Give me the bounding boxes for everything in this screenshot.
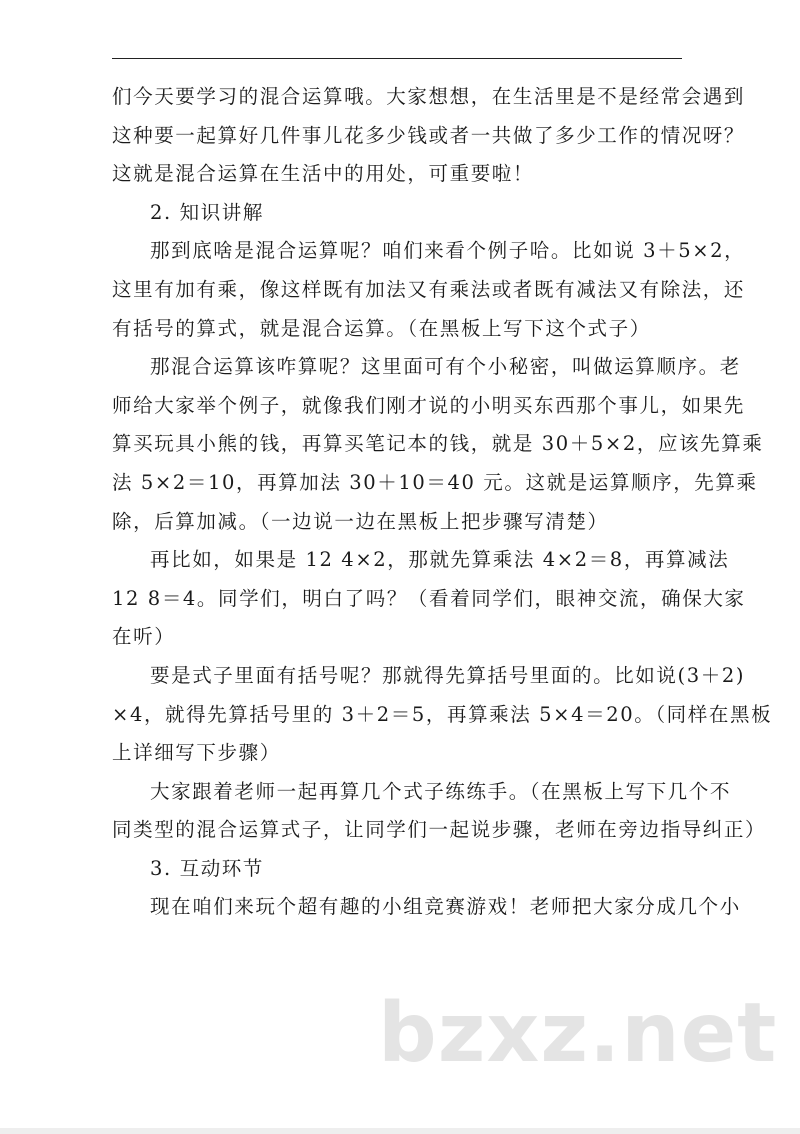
text-line: 这就是混合运算在生活中的用处，可重要啦！ — [112, 162, 535, 186]
text-line: 有括号的算式，就是混合运算。（在黑板上写下这个式子） — [112, 316, 651, 340]
watermark: bzxz.net — [378, 986, 778, 1081]
header-rule — [112, 58, 682, 59]
section-heading: 3. 互动环节 — [150, 856, 265, 880]
text-line: 师给大家举个例子，就像我们刚才说的小明买东西那个事儿，如果先 — [112, 393, 746, 417]
text-line: 这里有加有乘，像这样既有加法又有乘法或者既有减法又有除法，还 — [112, 277, 746, 301]
text-line: 现在咱们来玩个超有趣的小组竞赛游戏！老师把大家分成几个小 — [150, 895, 741, 919]
text-line: 法 5×2＝10，再算加法 30＋10＝40 元。这就是运算顺序，先算乘 — [112, 470, 758, 494]
section-heading: 2. 知识讲解 — [150, 200, 265, 224]
text-line: ×4，就得先算括号里的 3＋2＝5，再算乘法 5×4＝20。（同样在黑板 — [112, 702, 773, 726]
text-line: 算买玩具小熊的钱，再算买笔记本的钱，就是 30＋5×2，应该先算乘 — [112, 432, 764, 456]
text-line: 上详细写下步骤） — [112, 741, 281, 765]
text-line: 再比如，如果是 12 4×2，那就先算乘法 4×2＝8，再算减法 — [150, 548, 730, 572]
text-line: 12 8＝4。同学们，明白了吗？（看着同学们，眼神交流，确保大家 — [112, 586, 746, 610]
text-line: 那混合运算该咋算呢？这里面可有个小秘密，叫做运算顺序。老 — [150, 355, 741, 379]
text-line: 这种要一起算好几件事儿花多少钱或者一共做了多少工作的情况呀？ — [112, 123, 746, 147]
text-line: 大家跟着老师一起再算几个式子练练手。（在黑板上写下几个不 — [150, 779, 732, 803]
text-line: 那到底啥是混合运算呢？咱们来看个例子哈。比如说 3＋5×2， — [150, 239, 746, 263]
text-line: 在听） — [112, 625, 176, 649]
text-line: 除，后算加减。（一边说一边在黑板上把步骤写清楚） — [112, 509, 609, 533]
page-bottom-edge — [0, 1128, 800, 1134]
text-line: 同类型的混合运算式子，让同学们一起说步骤，老师在旁边指导纠正） — [112, 818, 767, 842]
text-line: 要是式子里面有括号呢？那就得先算括号里面的。比如说(3＋2) — [150, 663, 746, 687]
document-body — [112, 78, 773, 927]
text-line: 们今天要学习的混合运算哦。大家想想，在生活里是不是经常会遇到 — [112, 85, 746, 108]
